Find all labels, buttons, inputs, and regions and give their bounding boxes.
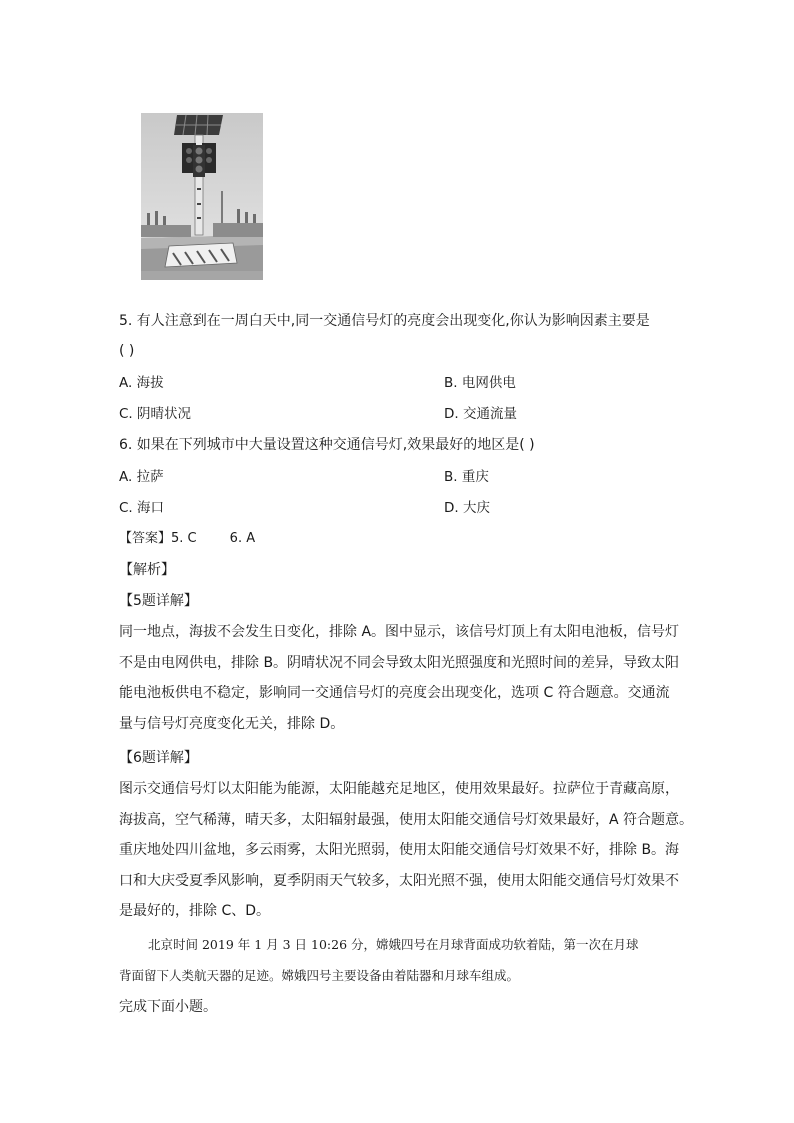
q6-option-c: C. 海口 (119, 500, 165, 516)
detail6-line: 海拔高，空气稀薄，晴天多，太阳辐射最强，使用太阳能交通信号灯效果最好，A 符合题意。 (119, 811, 694, 828)
q6-stem: 6. 如果在下列城市中大量设置这种交通信号灯,效果最好的地区是( ) (119, 437, 535, 453)
q6-option-a: A. 拉萨 (119, 469, 164, 485)
q5-option-b: B. 电网供电 (444, 375, 516, 391)
q5-option-a: A. 海拔 (119, 375, 164, 391)
detail5-paragraph (119, 617, 679, 739)
detail5-line: 不是由电网供电，排除 B。阴晴状况不同会导致太阳光照强度和光照时间的差异，导致太阳 (119, 654, 680, 671)
detail5-line: 量与信号灯亮度变化无关，排除 D。 (119, 715, 345, 732)
passage-line-1: 北京时间 2019 年 1 月 3 日 10:26 分，嫦娥四号在月球背面成功软着陆，第一次在月球 (148, 937, 639, 952)
detail6-line: 图示交通信号灯以太阳能为能源，太阳能越充足地区，使用效果最好。拉萨位于青藏高原， (119, 781, 679, 797)
q6-option-b: B. 重庆 (444, 469, 489, 485)
answer-line (119, 529, 255, 549)
detail5-line: 同一地点，海拔不会发生日变化，排除 A。图中显示，该信号灯顶上有太阳电池板，信号灯 (119, 624, 680, 640)
q5-stem-line2: ( ) (119, 343, 135, 359)
q6-option-d: D. 大庆 (444, 500, 490, 516)
answer-label: 【答案】 (119, 531, 172, 546)
detail6-line: 是最好的，排除 C、D。 (119, 903, 271, 919)
q5-option-c: C. 阴晴状况 (119, 406, 192, 422)
q5-option-d: D. 交通流量 (444, 406, 517, 422)
detail6-line: 口和大庆受夏季风影响，夏季阴雨天气较多，太阳光照不强，使用太阳能交通信号灯效果不 (119, 872, 679, 889)
detail5-line: 能电池板供电不稳定，影响同一交通信号灯的亮度会出现变化，选项 C 符合题意。交通流 (119, 685, 670, 701)
solar-traffic-light-photo (141, 113, 263, 280)
detail6-paragraph (119, 774, 694, 927)
answer-value: 5. C 6. A (171, 531, 256, 546)
instruction: 完成下面小题。 (119, 999, 217, 1015)
passage-line-2: 背面留下人类航天器的足迹。嫦娥四号主要设备由着陆器和月球车组成。 (119, 968, 520, 983)
detail6-title: 【6题详解】 (119, 750, 198, 766)
detail6-line: 重庆地处四川盆地，多云雨雾，太阳光照弱，使用太阳能交通信号灯效果不好，排除 B。海 (119, 842, 680, 858)
analysis-label: 【解析】 (119, 562, 175, 578)
detail5-title: 【5题详解】 (119, 593, 198, 609)
q5-stem-line1: 5. 有人注意到在一周白天中,同一交通信号灯的亮度会出现变化,你认为影响因素主要是 (119, 313, 650, 329)
